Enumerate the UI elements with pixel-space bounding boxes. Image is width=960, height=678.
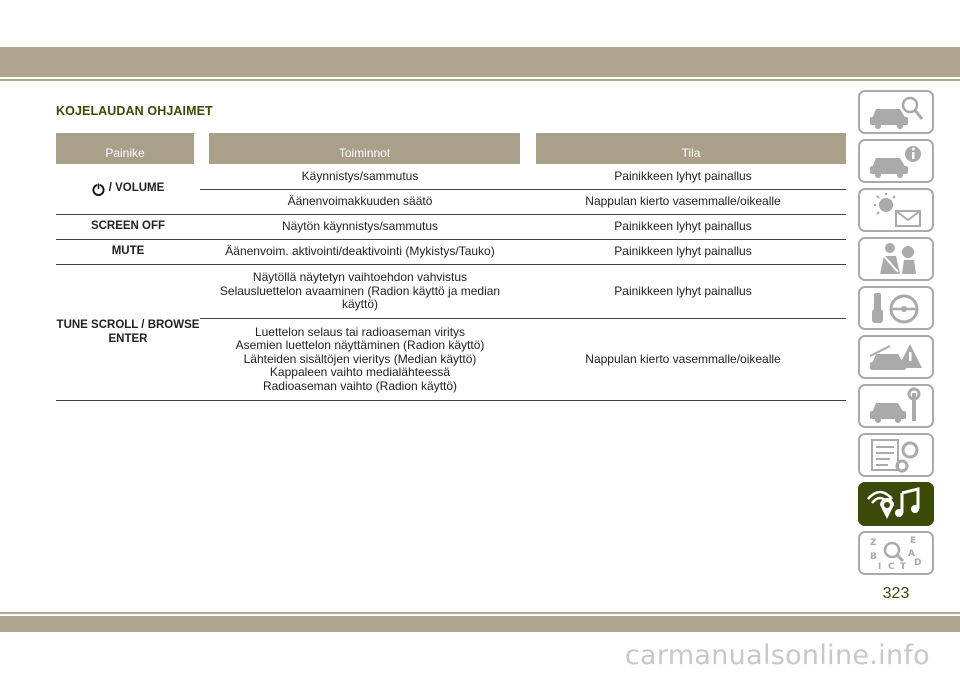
table-row-tune <box>56 265 846 401</box>
power-icon <box>92 183 105 196</box>
table-row-volume <box>56 164 846 215</box>
tune-mode-2: Nappulan kierto vasemmalle/oikealle <box>585 351 781 366</box>
index-letter: C <box>888 562 895 572</box>
index-letter: A <box>908 549 915 559</box>
car-crash-warning-icon <box>866 338 926 376</box>
mute-mode: Painikkeen lyhyt painallus <box>614 244 752 259</box>
multimedia-music-icon <box>866 485 926 523</box>
car-info-icon <box>866 142 926 180</box>
controls-table <box>56 133 846 393</box>
volume-function-1: Käynnistys/sammutus <box>301 168 419 183</box>
header-functions: Toiminnot <box>209 133 520 164</box>
tune-button-line1: TUNE SCROLL / BROWSE <box>56 318 200 331</box>
header-line <box>0 79 960 81</box>
index-letter: I <box>878 562 882 572</box>
tune-function-1 <box>200 265 520 318</box>
tab-airbag-seat[interactable] <box>858 237 934 281</box>
tune-function-2-line: Asemien luettelon näyttäminen (Radion käyttö) <box>235 338 485 353</box>
table-header-row <box>56 133 846 164</box>
mute-function: Äänenvoim. aktivointi/deaktivointi (Mykistys/Tauko) <box>225 244 495 259</box>
tune-button-cell <box>56 265 200 400</box>
airbag-seat-icon <box>866 240 926 278</box>
tab-car-wrench[interactable] <box>858 384 934 428</box>
tab-car-info[interactable] <box>858 139 934 183</box>
tune-function-1-line: Selausluettelon avaaminen (Radion käyttö ja median <box>219 283 501 298</box>
volume-function-2: Äänenvoimakkuuden säätö <box>287 194 433 209</box>
warning-light-message-icon <box>866 191 926 229</box>
screen-off-button: SCREEN OFF <box>90 220 166 233</box>
tune-function-2 <box>200 319 520 400</box>
screen-off-mode: Painikkeen lyhyt painallus <box>614 219 752 234</box>
volume-mode-1: Painikkeen lyhyt painallus <box>614 168 752 183</box>
watermark: carmanualsonline.info <box>624 640 930 671</box>
tune-function-1-line: käyttö) <box>341 297 378 312</box>
footer-line <box>0 612 960 614</box>
index-letter: E <box>910 536 917 546</box>
spec-gear-icon <box>866 436 926 474</box>
tab-steering-key[interactable] <box>858 286 934 330</box>
tab-warning-lights[interactable] <box>858 188 934 232</box>
table-row-mute <box>56 240 846 265</box>
tune-function-2-line: Radioaseman vaihto (Radion käyttö) <box>262 378 458 393</box>
index-letter: T <box>900 562 907 572</box>
car-wrench-icon <box>866 387 926 425</box>
volume-button-cell <box>56 164 200 214</box>
index-letter: D <box>914 558 922 568</box>
header-button: Painike <box>56 133 194 164</box>
volume-mode-2: Nappulan kierto vasemmalle/oikealle <box>585 194 781 209</box>
header-band <box>0 47 960 77</box>
steering-key-icon <box>866 289 926 327</box>
tab-car-search[interactable] <box>858 90 934 134</box>
page-number: 323 <box>882 585 910 602</box>
volume-button-label: / VOLUME <box>108 182 165 195</box>
index-letter: B <box>870 552 877 562</box>
tab-car-crash-warning[interactable] <box>858 335 934 379</box>
mute-button: MUTE <box>111 245 145 258</box>
tune-function-1-line: Näytöllä näytetyn vaihtoehdon vahvistus <box>252 270 468 285</box>
tune-mode-1: Painikkeen lyhyt painallus <box>614 283 752 298</box>
tune-button-line2: ENTER <box>108 332 148 345</box>
index-search-icon <box>866 534 926 572</box>
tab-multimedia[interactable] <box>858 482 934 526</box>
tune-function-2-line: Kappaleen vaihto medialähteessä <box>269 365 451 380</box>
table-row-screen-off <box>56 215 846 240</box>
tab-specs[interactable] <box>858 433 934 477</box>
screen-off-function: Näytön käynnistys/sammutus <box>281 219 439 234</box>
header-mode: Tila <box>536 133 846 164</box>
tab-index[interactable] <box>858 531 934 575</box>
tune-function-2-line: Lähteiden sisältöjen vieritys (Median käyttö) <box>243 351 477 366</box>
index-letter: Z <box>870 538 877 548</box>
footer-band <box>0 616 960 632</box>
car-search-icon <box>866 93 926 131</box>
section-title: KOJELAUDAN OHJAIMET <box>56 104 213 118</box>
tune-function-2-line: Luettelon selaus tai radioaseman viritys <box>254 324 466 339</box>
